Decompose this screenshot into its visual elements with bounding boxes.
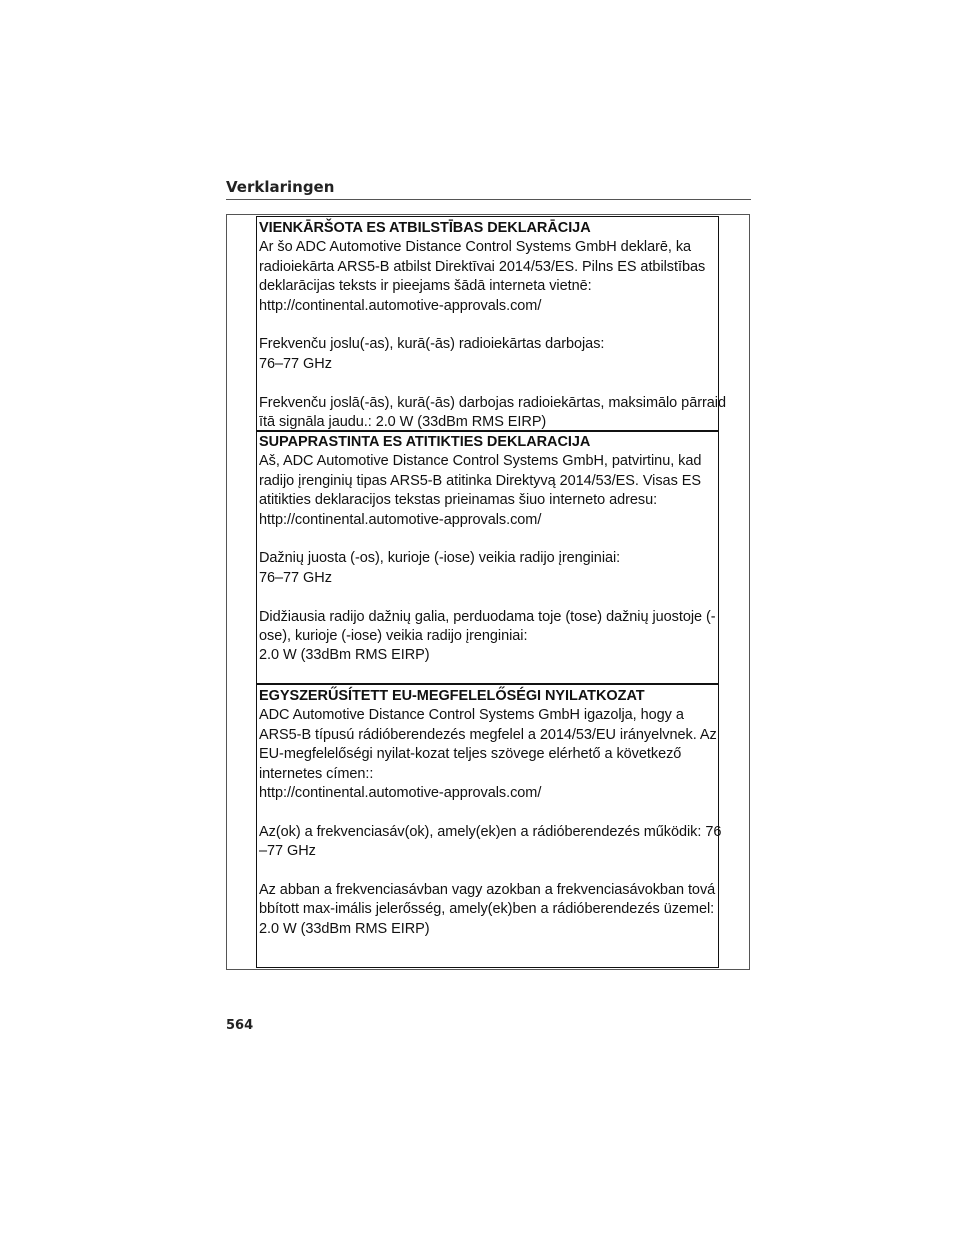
url-text: http://continental.automotive-approvals.com/ [259,785,542,802]
text-line: EU-megfelelőségi nyilat-kozat teljes szövege elérhető a következő [259,746,682,763]
declaration-max-power [259,394,726,433]
title-divider [226,199,751,200]
declaration-max-power [259,608,716,666]
text-line: atitikties deklaracijos tekstas prieinamas šiuo interneto adresu: [259,492,658,509]
text-line: ītā signāla jaudu.: 2.0 W (33dBm RMS EIRP) [259,414,547,431]
text-line: radioiekārta ARS5-B atbilst Direktīvai 2014/53/ES. Pilns ES atbilstības [259,258,706,275]
declaration-frequency-band [259,823,722,862]
text-line: ARS5-B típusú rádióberendezés megfelel a 2014/53/EU irányelvnek. Az [259,726,717,743]
text-line: Frekvenču joslā(-ās), kurā(-ās) darbojas radioiekārtas, maksimālo pārraid [259,394,726,411]
declaration-heading: VIENKĀRŠOTA ES ATBILSTĪBAS DEKLARĀCIJA [259,220,591,236]
section-title: Verklaringen [226,178,335,196]
text-line: Didžiausia radijo dažnių galia, perduodama toje (tose) dažnių juostoje (- [259,608,716,625]
text-line: Aš, ADC Automotive Distance Control Systems GmbH, patvirtinu, kad [259,453,702,470]
text-line: –77 GHz [259,843,316,860]
declaration-intro [259,706,716,803]
text-line: Ar šo ADC Automotive Distance Control Systems GmbH deklarē, ka [259,239,692,256]
url-text: http://continental.automotive-approvals.com/ [259,297,542,314]
text-line: radijo įrenginių tipas ARS5-B atitinka Direktyvą 2014/53/ES. Visas ES [259,472,701,489]
declaration-lithuanian [256,430,719,684]
text-line: 2.0 W (33dBm RMS EIRP) [259,920,430,937]
text-line: internetes címen:: [259,765,374,782]
declaration-frequency-band [259,549,716,588]
text-line: ADC Automotive Distance Control Systems GmbH igazolja, hogy a [259,707,684,724]
page-number: 564 [226,1018,254,1033]
declaration-intro [259,452,716,530]
declaration-heading: SUPAPRASTINTA ES ATITIKTIES DEKLARACIJA [259,434,591,450]
declaration-latvian [256,216,726,432]
text-line: 76–77 GHz [259,569,332,586]
text-line: deklarācijas teksts ir pieejams šādā interneta vietnē: [259,278,592,295]
declaration-frequency-band [259,335,716,374]
declaration-max-power [259,881,716,939]
url-text: http://continental.automotive-approvals.com/ [259,511,542,528]
declaration-intro [259,238,716,316]
text-line: Az(ok) a frekvenciasáv(ok), amely(ek)en a rádióberendezés működik: 76 [259,823,722,840]
text-line: 2.0 W (33dBm RMS EIRP) [259,647,430,664]
text-line: 76–77 GHz [259,355,332,372]
text-line: Dažnių juosta (-os), kurioje (-iose) veikia radijo įrenginiai: [259,550,621,567]
text-line: ose), kurioje (-iose) veikia radijo įrenginiai: [259,628,528,645]
declaration-hungarian [256,684,722,968]
text-line: bbított max-imális jelerősség, amely(ek)ben a rádióberendezés üzemel: [259,901,715,918]
declaration-heading: EGYSZERŰSÍTETT EU-MEGFELELŐSÉGI NYILATKOZAT [259,688,645,704]
text-line: Az abban a frekvenciasávban vagy azokban a frekvenciasávokban tová [259,882,716,899]
text-line: Frekvenču joslu(-as), kurā(-ās) radioiekārtas darbojas: [259,336,605,353]
